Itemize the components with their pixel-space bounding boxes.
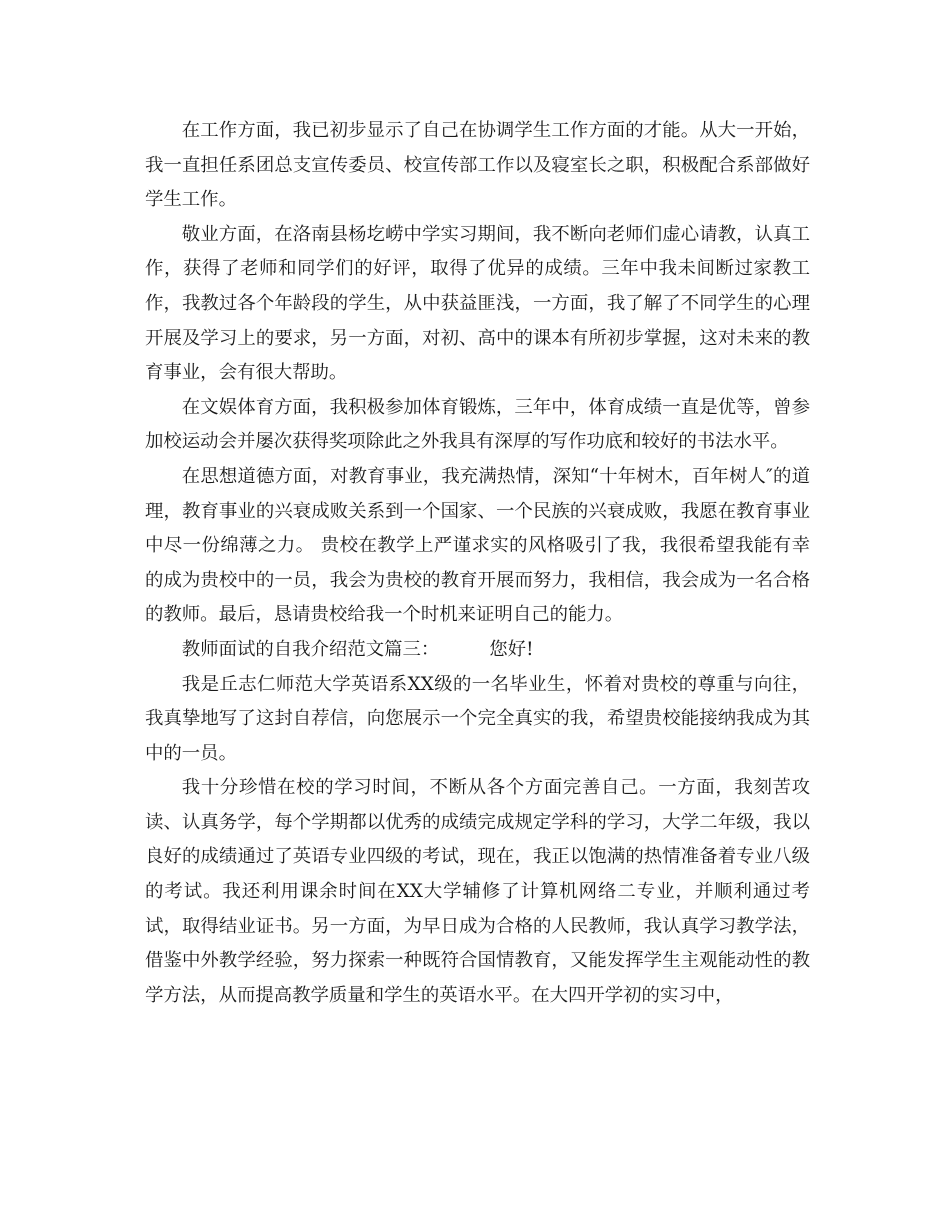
paragraph-study: 我十分珍惜在校的学习时间，不断从各个方面完善自己。一方面，我刻苦攻读、认真务学，每个学期都以优秀的成绩完成规定学科的学习，大学二年级，我以良好的成绩通过了英语专业四级的考试，现在，我正以饱满的热情准备着专业八级的考试。我还利用课余时间在XX大学辅修了计算机网络二专业，并顺利通过考试，取得结业证书。另一方面，为早日成为合格的人民教师，我认真学习教学法，借鉴中外教学经验，努力探索一种既符合国情教育，又能发挥学生主观能动性的教学方法，从而提高教学质量和学生的英语水平。在大四开学初的实习中，: [145, 777, 810, 1006]
paragraph-morality: 在思想道德方面，对教育事业，我充满热情，深知“十年树木，百年树人″的道理，教育事业的兴衰成败关系到一个国家、一个民族的兴衰成败，我愿在教育事业中尽一份绵薄之力。 贵校在教学上严谨求实的风格吸引了我，我很希望我能有幸的成为贵校中的一员，我会为贵校的教育开展而努力，我相信，我会成为一名合格的教师。最后，恳请贵校给我一个时机来证明自己的能力。: [145, 465, 810, 626]
section-heading-title: 教师面试的自我介绍范文篇三：: [181, 638, 440, 660]
paragraph-sports: 在文娱体育方面，我积极参加体育锻炼，三年中，体育成绩一直是优等，曾参加校运动会并屡次获得奖项除此之外我具有深厚的写作功底和较好的书法水平。: [145, 396, 810, 453]
section-heading: [145, 633, 810, 668]
paragraph-dedication: 敬业方面，在洛南县杨圪崂中学实习期间，我不断向老师们虚心请教，认真工作，获得了老师和同学们的好评，取得了优异的成绩。三年中我未间断过家教工作，我教过各个年龄段的学生，从中获益匪浅，一方面，我了解了不同学生的心理开展及学习上的要求，另一方面，对初、高中的课本有所初步掌握，这对未来的教育事业，会有很大帮助。: [145, 223, 810, 384]
document-body: [145, 114, 810, 1013]
paragraph-work: 在工作方面，我已初步显示了自己在协调学生工作方面的才能。从大一开始，我一直担任系团总支宣传委员、校宣传部工作以及寝室长之职，积极配合系部做好学生工作。: [145, 120, 810, 211]
paragraph-introduction: 我是丘志仁师范大学英语系XX级的一名毕业生，怀着对贵校的尊重与向往，我真挚地写了这封自荐信，向您展示一个完全真实的我，希望贵校能接纳我成为其中的一员。: [145, 673, 810, 764]
section-heading-greeting: 您好!: [489, 638, 534, 660]
